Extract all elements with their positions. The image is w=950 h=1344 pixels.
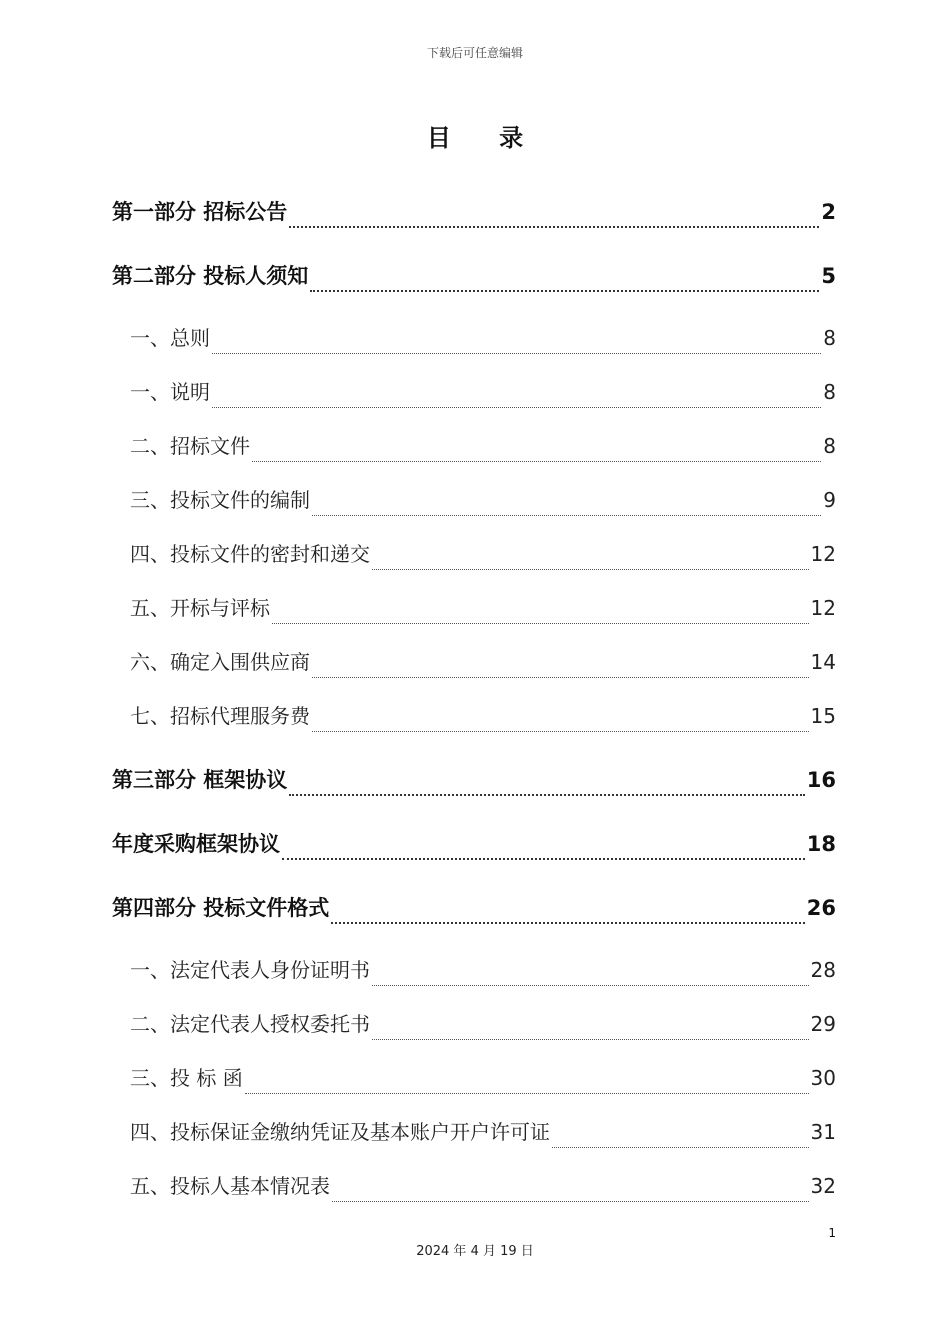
toc-entry-page: 12 — [810, 542, 836, 566]
toc-dot-leader — [372, 985, 809, 986]
toc-dot-leader — [212, 407, 821, 408]
toc-entry-page: 12 — [810, 596, 836, 620]
toc-entry-title: 第三部分 框架协议 — [112, 768, 288, 792]
toc-entry-title: 第四部分 投标文件格式 — [112, 896, 330, 920]
toc-dot-leader — [552, 1147, 809, 1148]
toc-entry-page: 8 — [823, 380, 836, 404]
toc-entry-title: 四、投标保证金缴纳凭证及基本账户开户许可证 — [130, 1120, 550, 1144]
toc-entry-title: 一、总则 — [130, 326, 210, 350]
toc-dot-leader — [272, 623, 809, 624]
toc-entry[interactable] — [112, 866, 836, 930]
toc-dot-leader — [212, 353, 821, 354]
toc-entry-title: 三、投标文件的编制 — [130, 488, 310, 512]
toc-entry-page: 9 — [823, 488, 836, 512]
toc-entry-title: 五、投标人基本情况表 — [130, 1174, 330, 1198]
toc-entry-title: 五、开标与评标 — [130, 596, 270, 620]
toc-dot-leader — [312, 515, 821, 516]
toc-entry[interactable] — [112, 738, 836, 802]
toc-entry[interactable] — [112, 414, 836, 468]
toc-dot-leader — [331, 922, 804, 924]
toc-entry-page: 28 — [810, 958, 836, 982]
toc-entry[interactable] — [112, 468, 836, 522]
toc-entry-title: 一、法定代表人身份证明书 — [130, 958, 370, 982]
toc-entry-page: 16 — [806, 768, 836, 792]
toc-entry[interactable] — [112, 938, 836, 992]
toc-entry-title: 七、招标代理服务费 — [130, 704, 310, 728]
page-number: 1 — [828, 1226, 836, 1240]
toc-entry[interactable] — [112, 170, 836, 234]
toc-entry-title: 四、投标文件的密封和递交 — [130, 542, 370, 566]
toc-entry[interactable] — [112, 1100, 836, 1154]
page-header: 下载后可任意编辑 — [426, 46, 523, 60]
table-of-contents — [112, 170, 836, 1208]
toc-dot-leader — [332, 1201, 809, 1202]
toc-entry[interactable] — [112, 576, 836, 630]
toc-entry-page: 29 — [810, 1012, 836, 1036]
toc-dot-leader — [372, 1039, 809, 1040]
toc-entry[interactable] — [112, 1046, 836, 1100]
toc-entry-page: 31 — [810, 1120, 836, 1144]
toc-entry[interactable] — [112, 684, 836, 738]
toc-entry-page: 2 — [821, 200, 836, 224]
toc-entry[interactable] — [112, 630, 836, 684]
toc-dot-leader — [372, 569, 809, 570]
toc-entry[interactable] — [112, 992, 836, 1046]
toc-entry-page: 8 — [823, 434, 836, 458]
toc-entry-page: 26 — [806, 896, 836, 920]
toc-dot-leader — [282, 858, 805, 860]
toc-dot-leader — [289, 794, 804, 796]
toc-entry[interactable] — [112, 802, 836, 866]
toc-entry[interactable] — [112, 306, 836, 360]
toc-entry-page: 18 — [806, 832, 836, 856]
toc-entry-title: 第一部分 招标公告 — [112, 200, 288, 224]
toc-dot-leader — [312, 731, 809, 732]
toc-dot-leader — [289, 226, 819, 228]
toc-entry-page: 15 — [810, 704, 836, 728]
toc-entry-page: 5 — [821, 264, 836, 288]
toc-entry-page: 32 — [810, 1174, 836, 1198]
toc-entry[interactable] — [112, 234, 836, 298]
toc-entry-page: 30 — [810, 1066, 836, 1090]
toc-entry-title: 年度采购框架协议 — [112, 832, 280, 856]
toc-entry[interactable] — [112, 360, 836, 414]
toc-dot-leader — [312, 677, 809, 678]
toc-entry[interactable] — [112, 522, 836, 576]
toc-entry-page: 8 — [823, 326, 836, 350]
toc-entry-title: 三、投 标 函 — [130, 1066, 243, 1090]
toc-dot-leader — [245, 1093, 809, 1094]
toc-entry-page: 14 — [810, 650, 836, 674]
toc-dot-leader — [252, 461, 821, 462]
toc-entry-title: 六、确定入围供应商 — [130, 650, 310, 674]
toc-entry-title: 二、法定代表人授权委托书 — [130, 1012, 370, 1036]
toc-entry-title: 第二部分 投标人须知 — [112, 264, 309, 288]
toc-entry[interactable] — [112, 1154, 836, 1208]
footer-date: 2024 年 4 月 19 日 — [416, 1244, 534, 1259]
toc-title: 目 录 — [426, 124, 544, 152]
toc-entry-title: 一、说明 — [130, 380, 210, 404]
toc-dot-leader — [310, 290, 819, 292]
toc-entry-title: 二、招标文件 — [130, 434, 250, 458]
